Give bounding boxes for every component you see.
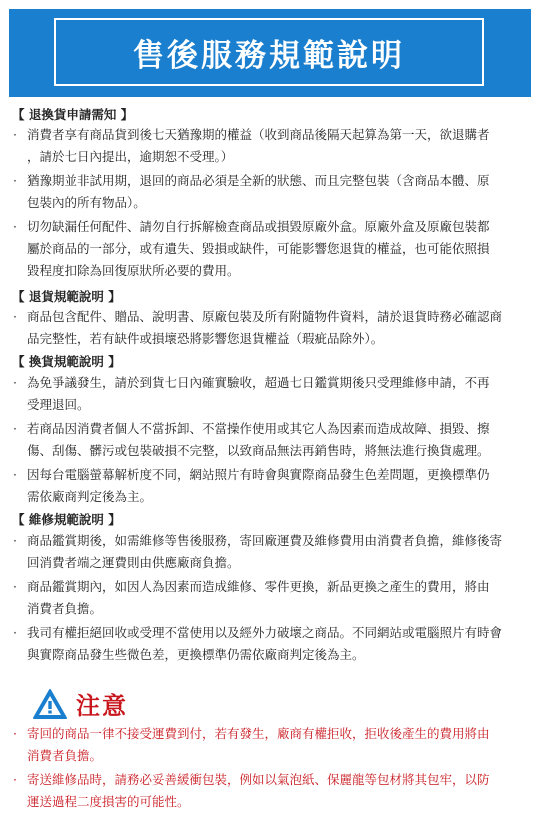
bullet: ·	[13, 219, 17, 234]
section-heading-repair-rules: 【 維修規範說明 】	[12, 512, 121, 527]
bullet: ·	[13, 579, 17, 594]
item-line: 傷、刮傷、髒污或包裝破損不完整，以致商品無法再銷售時，將無法進行換貨處理。	[27, 443, 490, 458]
bullet: ·	[13, 772, 17, 787]
header-banner	[9, 9, 531, 97]
bullet: ·	[13, 375, 17, 390]
page-title: 售後服務規範說明	[133, 37, 405, 74]
bullet: ·	[13, 421, 17, 436]
item-line: 商品包含配件、贈品、說明書、原廠包裝及所有附隨物件資料，請於退貨時務必確認商	[27, 309, 503, 324]
item-line: 商品鑑賞期內，如因人為因素而造成維修、零件更換，新品更換之產生的費用，將由	[27, 579, 490, 594]
item-line: ，請於七日內提出，逾期恕不受理。）	[27, 149, 234, 164]
item-line: 屬於商品的一部分，或有遺失、毀損或缺件，可能影響您退貨的權益，也可能依照損	[27, 241, 490, 256]
item-line: 消費者負擔。	[27, 601, 103, 616]
item-line: 切勿缺漏任何配件、請勿自行拆解檢查商品或損毀原廠外盒。原廠外盒及原廠包裝都	[27, 219, 490, 234]
item-line: 為免爭議發生，請於到貨七日內確實驗收，超過七日鑑賞期後只受理維修申請，不再	[27, 375, 490, 390]
bullet: ·	[13, 467, 17, 482]
item-line: 商品鑑賞期後，如需維修等售後服務，寄回廠運費及維修費用由消費者負擔，維修後寄	[27, 533, 503, 548]
bullet: ·	[13, 533, 17, 548]
banner-frame	[54, 18, 484, 86]
bullet: ·	[13, 127, 17, 142]
item-line: 運送過程二度損害的可能性。	[27, 794, 190, 809]
item-line: 消費者享有商品貨到後七天猶豫期的權益（收到商品後隔天起算為第一天，欲退購者	[27, 127, 490, 142]
item-line: 因每台電腦螢幕解析度不同，網站照片有時會與實際商品發生色差問題，更換標準仍	[27, 467, 490, 482]
item-line: 若商品因消費者個人不當拆卸、不當操作使用或其它人為因素而造成故障、損毀、擦	[27, 421, 490, 436]
caution-title: 注意	[76, 692, 128, 720]
bullet: ·	[13, 173, 17, 188]
bullet: ·	[13, 726, 17, 741]
item-line: 需依廠商判定後為主。	[27, 489, 153, 504]
item-line: 猶豫期並非試用期，退回的商品必須是全新的狀態、而且完整包裝（含商品本體、原	[27, 173, 490, 188]
warning-icon	[32, 688, 68, 720]
item-line: 受理退回。	[27, 397, 90, 412]
item-line: 寄送維修品時，請務必妥善緩衝包裝，例如以氣泡紙、保麗龍等包材將其包牢，以防	[27, 772, 490, 787]
item-line: 包裝內的所有物品）。	[27, 195, 146, 210]
item-line: 我司有權拒絕回收或受理不當使用以及經外力破壞之商品。不同網站或電腦照片有時會	[27, 625, 503, 640]
item-line: 品完整性，若有缺件或損壞恐將影響您退貨權益（瑕疵品除外）。	[27, 331, 384, 346]
caution-header	[32, 686, 128, 721]
section-heading-return-rules: 【 退貨規範說明 】	[12, 289, 121, 304]
section-heading-exchange-rules: 【 換貨規範說明 】	[12, 354, 121, 369]
bullet: ·	[13, 309, 17, 324]
item-line: 回消費者端之運費則由供應廠商負擔。	[27, 555, 240, 570]
item-line: 寄回的商品一律不接受運費到付，若有發生，廠商有權拒收，拒收後產生的費用將由	[27, 726, 490, 741]
item-line: 與實際商品發生些微色差，更換標準仍需依廠商判定後為主。	[27, 647, 365, 662]
bullet: ·	[13, 625, 17, 640]
item-line: 消費者負擔。	[27, 748, 103, 763]
section-heading-return-notice: 【 退換貨申請需知 】	[12, 107, 134, 122]
item-line: 毀程度扣除為回復原狀所必要的費用。	[27, 263, 240, 278]
